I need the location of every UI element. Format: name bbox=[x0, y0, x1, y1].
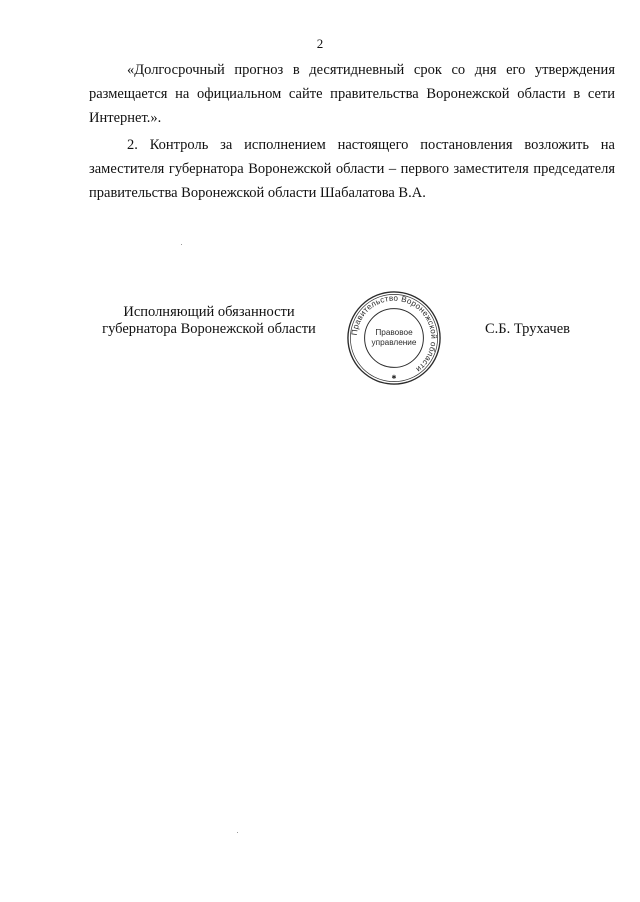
signer-position-line-1: Исполняющий обязанности bbox=[123, 304, 295, 320]
svg-text:✱: ✱ bbox=[391, 375, 397, 382]
svg-text:управление: управление bbox=[371, 337, 417, 347]
paragraph-control-clause: 2. Контроль за исполнением настоящего постановления возложить на заместителя губернатора Воронежской области – первого заместителя председателя правительства Воронежской области Шабалатова В.А. bbox=[89, 137, 615, 201]
signer-position bbox=[100, 304, 318, 338]
paragraph-forecast-publication: «Долгосрочный прогноз в десятидневный срок со дня его утверждения размещается на официальном сайте правительства Воронежской области в сети Интернет.». bbox=[89, 62, 615, 126]
document-body bbox=[89, 58, 615, 205]
official-seal-stamp bbox=[345, 289, 443, 387]
signer-name: С.Б. Трухачев bbox=[485, 321, 570, 337]
signer-position-line-2: губернатора Воронежской области bbox=[102, 321, 316, 337]
signature-block bbox=[0, 293, 640, 391]
scan-speck bbox=[237, 832, 238, 833]
page-number: 2 bbox=[316, 36, 324, 51]
scan-speck bbox=[181, 244, 182, 245]
svg-text:Правовое: Правовое bbox=[375, 328, 413, 338]
svg-text:Правительство Воронежской обла: Правительство Воронежской области bbox=[349, 293, 439, 375]
